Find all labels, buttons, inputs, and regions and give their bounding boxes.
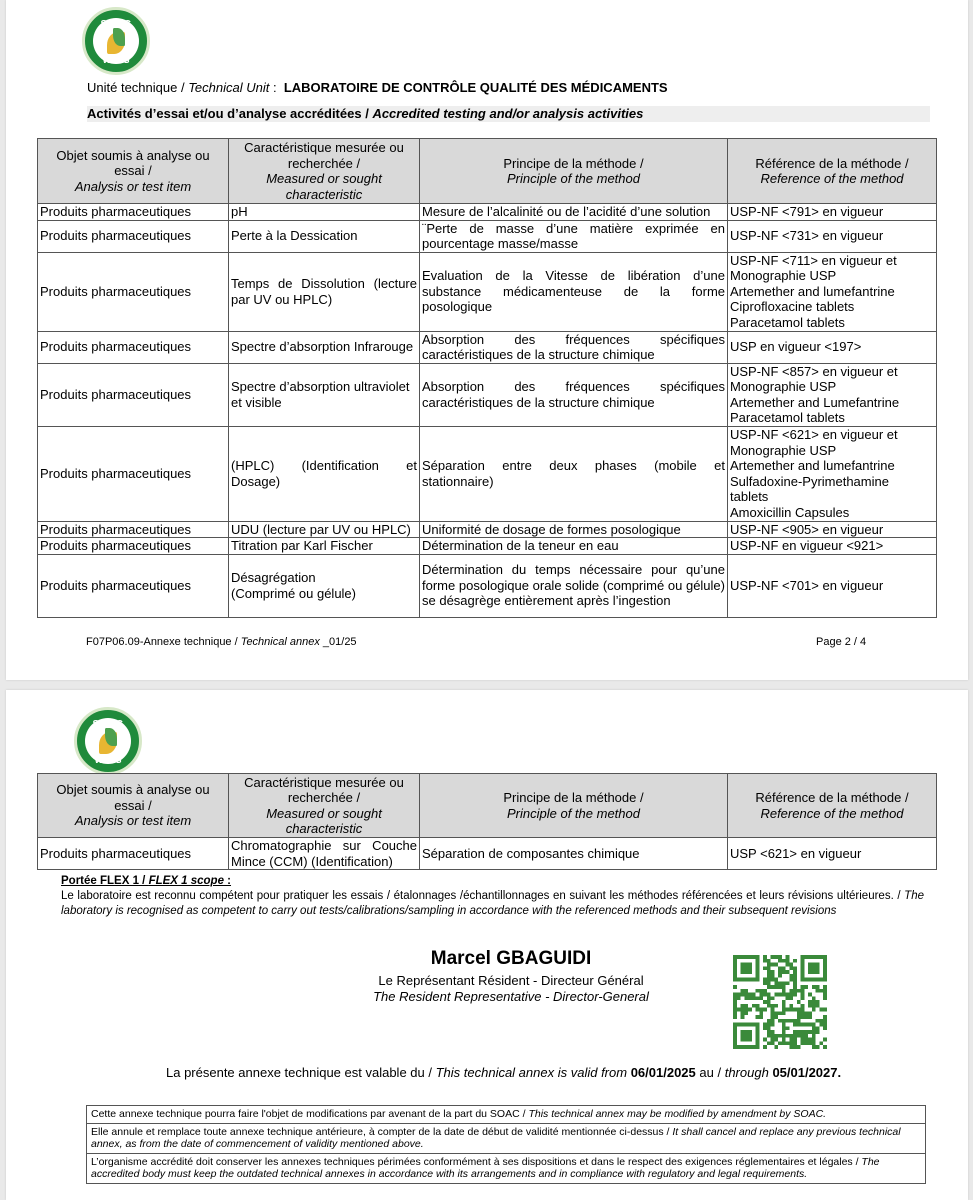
cell-reference: USP <621> en vigueur <box>728 838 937 870</box>
cell-principle: Absorption des fréquences spécifiques caractéristiques de la structure chimique <box>420 363 728 426</box>
qr-code <box>733 955 827 1049</box>
cell-item: Produits pharmaceutiques <box>38 538 229 555</box>
cell-characteristic: pH <box>229 204 420 221</box>
table-row <box>38 204 937 221</box>
validity-statement: La présente annexe technique est valable du / This technical annex is valid from 06/01/2025 au / through 05/01/2027. <box>166 1065 842 1080</box>
cell-item: Produits pharmaceutiques <box>38 554 229 617</box>
soac-logo: SOAC WAAS <box>82 7 150 75</box>
cell-reference: USP-NF <711> en vigueur et Monographie USP Artemether and lumefantrine Ciprofloxacine tablets Paracetamol tablets <box>728 252 937 331</box>
table-row <box>38 554 937 617</box>
cell-characteristic: Titration par Karl Fischer <box>229 538 420 555</box>
cell-item: Produits pharmaceutiques <box>38 838 229 870</box>
scope-title: Portée FLEX 1 / FLEX 1 scope : <box>61 875 232 887</box>
cell-principle: Séparation entre deux phases (mobile et stationnaire) <box>420 426 728 521</box>
valid-from-date: 06/01/2025 <box>630 1065 696 1080</box>
col-header-item: Objet soumis à analyse ou essai / Analysis or test item <box>38 139 229 204</box>
accredited-activities-table-continued <box>37 773 937 870</box>
col-header-reference: Référence de la méthode / Reference of the method <box>728 774 937 838</box>
cell-reference: USP-NF <701> en vigueur <box>728 554 937 617</box>
table-row <box>38 838 937 870</box>
cell-characteristic: Spectre d’absorption ultraviolet et visible <box>229 363 420 426</box>
col-header-principle: Principe de la méthode / Principle of the method <box>420 774 728 838</box>
note-replacement: Elle annule et remplace toute annexe technique antérieure, à compter de la date de début de validité mentionnée ci-dessus / It shall cancel and replace any previous technical annex, as from the date of commencement of validity mentioned above. <box>87 1124 925 1154</box>
table-header-row <box>38 139 937 204</box>
cell-characteristic: Temps de Dissolution (lecture par UV ou HPLC) <box>229 252 420 331</box>
annex-page-3 <box>6 690 968 1200</box>
cell-principle: Uniformité de dosage de formes posologique <box>420 521 728 538</box>
signatory-title-fr: Le Représentant Résident - Directeur Général <box>378 973 644 988</box>
cell-reference: USP en vigueur <197> <box>728 331 937 363</box>
note-amendment: Cette annexe technique pourra faire l'objet de modifications par avenant de la part du SOAC / This technical annex may be modified by amendment by SOAC. <box>87 1106 925 1124</box>
cell-reference: USP-NF <857> en vigueur et Monographie USP Artemether and Lumefantrine Paracetamol tablets <box>728 363 937 426</box>
table-header-row <box>38 774 937 838</box>
cell-principle: Evaluation de la Vitesse de libération d’une substance médicamenteuse de la forme posologique <box>420 252 728 331</box>
cell-item: Produits pharmaceutiques <box>38 252 229 331</box>
cell-characteristic: UDU (lecture par UV ou HPLC) <box>229 521 420 538</box>
col-header-principle: Principe de la méthode / Principle of the method <box>420 139 728 204</box>
cell-principle: Absorption des fréquences spécifiques caractéristiques de la structure chimique <box>420 331 728 363</box>
activities-heading: Activités d’essai et/ou d’analyse accréditées / Accredited testing and/or analysis activities <box>87 106 930 122</box>
valid-to-date: 05/01/2027. <box>772 1065 842 1080</box>
cell-principle: Détermination de la teneur en eau <box>420 538 728 555</box>
signatory-title-en: The Resident Representative - Director-General <box>373 989 649 1004</box>
cell-characteristic: (HPLC) (Identification et Dosage) <box>229 426 420 521</box>
table-row <box>38 521 937 538</box>
cell-characteristic: Chromatographie sur Couche Mince (CCM) (Identification) <box>229 838 420 870</box>
cell-reference: USP-NF <791> en vigueur <box>728 204 937 221</box>
note-retention: L’organisme accrédité doit conserver les annexes techniques périmées conformément à ses dispositions et dans le respect des exigences réglementaires et légales / The accredited body must keep the outdated technical annexes in accordance with its arrangements and in compliance with regulatory and legal requirements. <box>91 1155 880 1180</box>
page-number: Page 2 / 4 <box>816 636 867 648</box>
cell-item: Produits pharmaceutiques <box>38 521 229 538</box>
table-row <box>38 220 937 252</box>
col-header-characteristic: Caractéristique mesurée ou recherchée / Measured or sought characteristic <box>229 774 420 838</box>
cell-reference: USP-NF <905> en vigueur <box>728 521 937 538</box>
table-row <box>38 252 937 331</box>
col-header-reference: Référence de la méthode / Reference of the method <box>728 139 937 204</box>
table-row <box>38 331 937 363</box>
cell-reference: USP-NF <621> en vigueur et Monographie USP Artemether and lumefantrine Sulfadoxine-Pyrimethamine tablets Amoxicillin Capsules <box>728 426 937 521</box>
signatory-name: Marcel GBAGUIDI <box>430 948 592 969</box>
cell-principle: ¨Perte de masse d’une matière exprimée en pourcentage masse/masse <box>420 220 728 252</box>
col-header-characteristic: Caractéristique mesurée ou recherchée / Measured or sought characteristic <box>229 139 420 204</box>
cell-item: Produits pharmaceutiques <box>38 220 229 252</box>
cell-item: Produits pharmaceutiques <box>38 331 229 363</box>
cell-item: Produits pharmaceutiques <box>38 363 229 426</box>
cell-principle: Séparation de composantes chimique <box>420 838 728 870</box>
cell-item: Produits pharmaceutiques <box>38 426 229 521</box>
table-row <box>38 426 937 521</box>
cell-reference: USP-NF en vigueur <921> <box>728 538 937 555</box>
scope-text: Le laboratoire est reconnu compétent pour pratiquer les essais / étalonnages /échantillonnages en suivant les méthodes référencées et leurs révisions ultérieures. / The laboratory is recognised as competent to carry out tests/calibrations/sampling in accordance with the referenced methods and their subsequent revisions <box>61 890 924 917</box>
cell-characteristic: Spectre d’absorption Infrarouge <box>229 331 420 363</box>
cell-characteristic: Perte à la Dessication <box>229 220 420 252</box>
document-code: F07P06.09-Annexe technique / Technical annex _01/25 <box>86 636 357 648</box>
cell-principle: Mesure de l’alcalinité ou de l’acidité d’une solution <box>420 204 728 221</box>
cell-reference: USP-NF <731> en vigueur <box>728 220 937 252</box>
technical-unit-line: Unité technique / Technical Unit : LABORATOIRE DE CONTRÔLE QUALITÉ DES MÉDICAMENTS <box>87 80 668 95</box>
table-row <box>38 538 937 555</box>
table-row <box>38 363 937 426</box>
cell-item: Produits pharmaceutiques <box>38 204 229 221</box>
cell-characteristic: Désagrégation (Comprimé ou gélule) <box>229 554 420 617</box>
accredited-activities-table <box>37 138 937 618</box>
soac-logo: SOAC WAAS <box>74 707 142 775</box>
cell-principle: Détermination du temps nécessaire pour qu’une forme posologique orale solide (comprimé ou gélule) se désagrège entièrement après l’ingestion <box>420 554 728 617</box>
unit-name: LABORATOIRE DE CONTRÔLE QUALITÉ DES MÉDICAMENTS <box>283 80 668 95</box>
annex-page-2 <box>6 0 968 680</box>
legal-notes-box <box>86 1105 926 1184</box>
col-header-item: Objet soumis à analyse ou essai / Analysis or test item <box>38 774 229 838</box>
